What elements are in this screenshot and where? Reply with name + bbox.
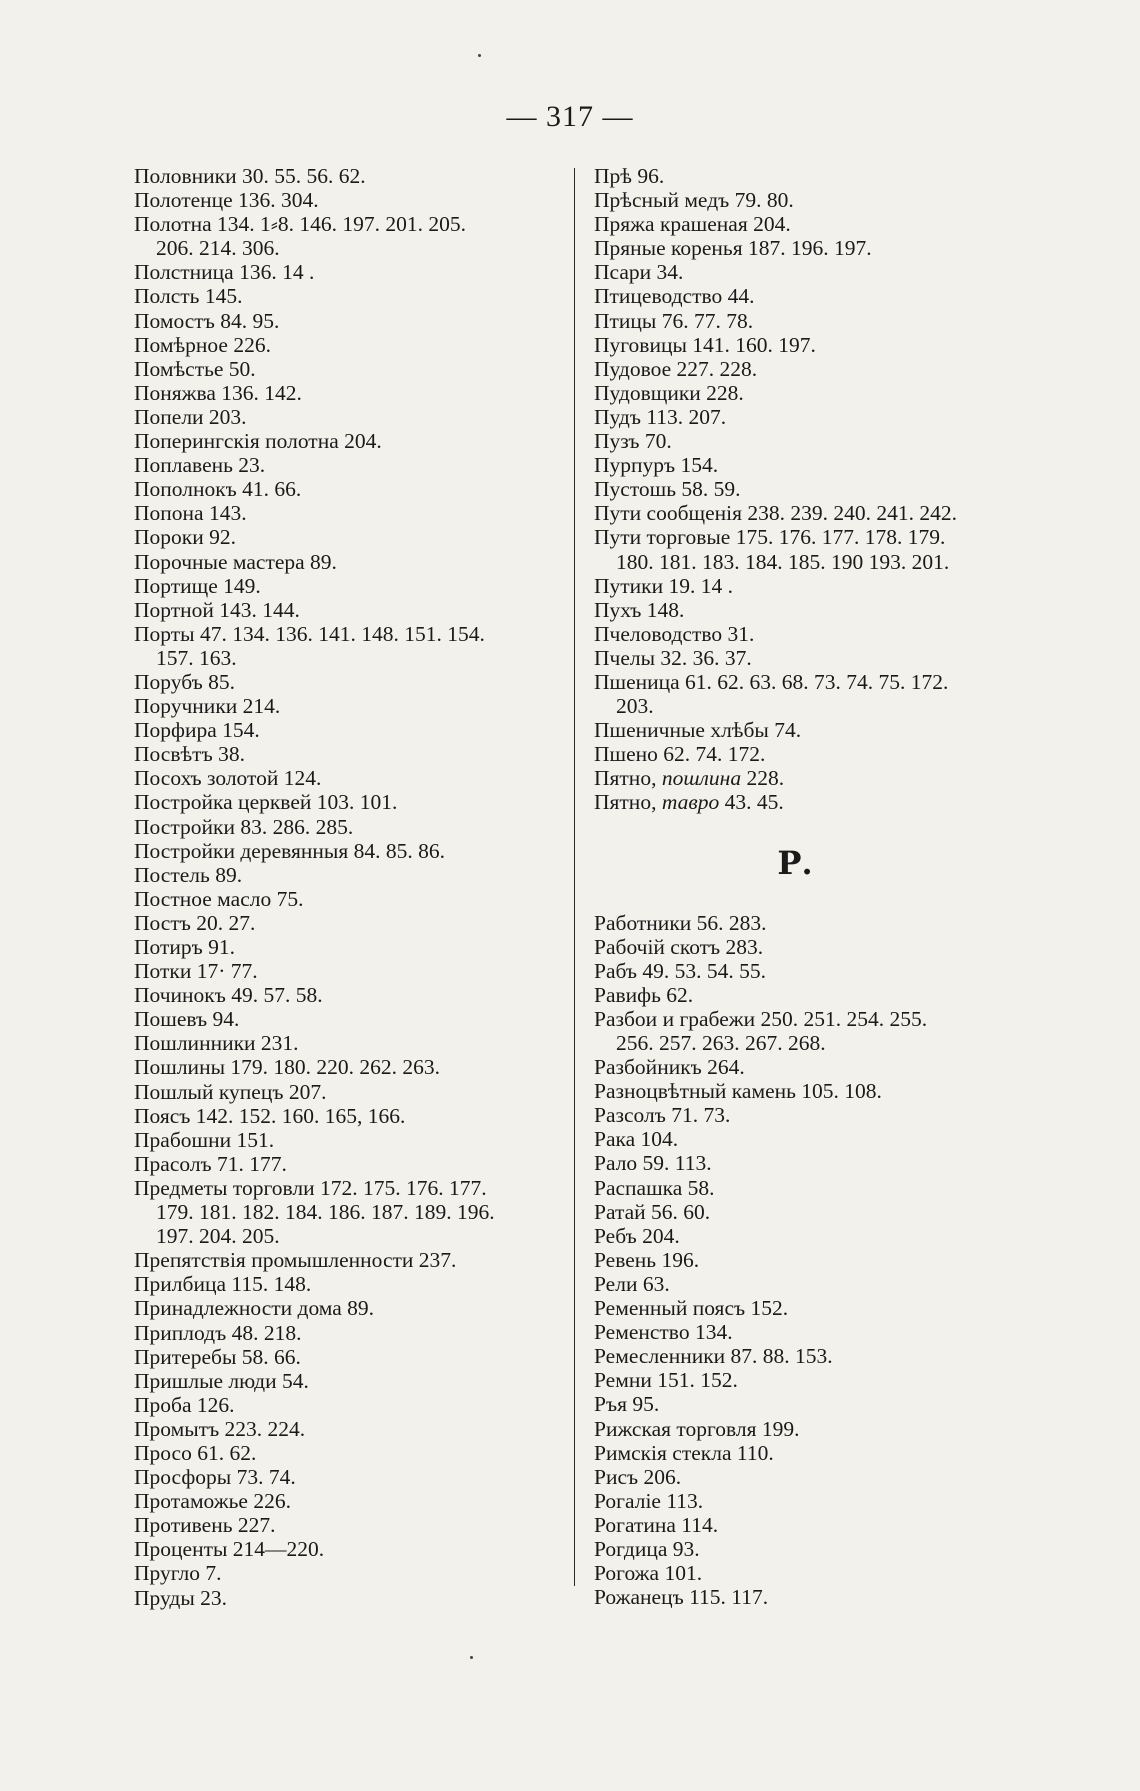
index-entry (594, 1248, 1034, 1272)
index-entry (594, 1320, 1034, 1344)
index-entry-text: Постройки 83. 286. 285. (134, 814, 354, 839)
index-entry-continuation (134, 1200, 562, 1224)
index-entry-text: Помѣстье 50. (134, 356, 256, 381)
index-entry (594, 622, 1034, 646)
index-entry (134, 670, 562, 694)
index-entry-text: Порфира 154. (134, 718, 260, 743)
index-entry (134, 550, 562, 574)
index-entry-continuation (594, 694, 1034, 718)
index-entry (134, 1321, 562, 1345)
index-entry-text: Рабочій скотъ 283. (594, 934, 764, 959)
index-entry-text: Пороки 92. (134, 525, 236, 550)
index-entry (594, 1417, 1034, 1441)
index-entry-continuation (134, 1224, 562, 1248)
index-entry-text: Пути сообщенія 238. 239. 240. 241. 242. (594, 501, 958, 526)
index-entry-text: Пути торговые 175. 176. 177. 178. 179. (594, 525, 946, 550)
index-entry (134, 911, 562, 935)
index-entry (594, 309, 1034, 333)
index-entry (594, 742, 1034, 766)
index-entry (134, 1417, 562, 1441)
index-entry-text: Постное масло 75. (134, 886, 304, 911)
index-entry (594, 718, 1034, 742)
index-entry-pages: 43. 45. (719, 790, 784, 815)
index-entry-text: Пчеловодство 31. (594, 621, 755, 646)
index-entry (134, 1176, 562, 1200)
index-entry (594, 598, 1034, 622)
index-entry (594, 646, 1034, 670)
index-entry (134, 309, 562, 333)
index-entry-text: Разбойникъ 264. (594, 1055, 745, 1080)
index-entry (134, 284, 562, 308)
index-entry (134, 1296, 562, 1320)
index-entry-text: Притеребы 58. 66. (134, 1344, 301, 1369)
index-entry (594, 333, 1034, 357)
index-entry-text: Предметы торговли 172. 175. 176. 177. (134, 1175, 487, 1200)
index-entry-text: Работники 56. 283. (594, 910, 767, 935)
index-entry-text: Птицы 76. 77. 78. (594, 308, 754, 333)
index-entry (134, 1369, 562, 1393)
index-entry-text: Пошлины 179. 180. 220. 262. 263. (134, 1055, 441, 1080)
index-entry-text: Ръя 95. (594, 1392, 660, 1417)
index-entry-continuation (594, 1031, 1034, 1055)
index-entry-text: Разноцвѣтный камень 105. 108. (594, 1079, 882, 1104)
index-entry-text: 197. 204. 205. (156, 1224, 280, 1249)
index-entry-text: Порты 47. 134. 136. 141. 148. 151. 154. (134, 621, 485, 646)
index-entry-text: Птицеводство 44. (594, 284, 755, 309)
index-entry (594, 1561, 1034, 1585)
index-entry (134, 1104, 562, 1128)
index-column-right (594, 164, 1034, 1609)
index-entry (594, 260, 1034, 284)
index-entry-text: Пшеничные хлѣбы 74. (594, 718, 802, 743)
index-entry-text: Ребъ 204. (594, 1223, 680, 1248)
index-entry (594, 1489, 1034, 1513)
index-entry (134, 405, 562, 429)
index-entry (594, 790, 1034, 814)
index-entry (134, 1393, 562, 1417)
index-entry-text: Пошлинники 231. (134, 1031, 299, 1056)
index-entry-text: Поручники 214. (134, 694, 281, 719)
index-entry (134, 1561, 562, 1585)
index-entry (594, 1127, 1034, 1151)
index-entry-text: Просо 61. 62. (134, 1440, 257, 1465)
index-entry (134, 622, 562, 646)
index-entry-text: Пудовое 227. 228. (594, 356, 758, 381)
index-entry-text: Порубъ 85. (134, 669, 235, 694)
index-entry-text: Пятно, (594, 766, 662, 791)
index-entry-text: Рабъ 49. 53. 54. 55. (594, 958, 767, 983)
index-entry-text: Портище 149. (134, 573, 261, 598)
index-entry-text: 203. (616, 694, 654, 719)
index-section-r (594, 911, 1034, 1610)
index-entry-text: Полстница 136. 14 . (134, 260, 315, 285)
index-entry (134, 1055, 562, 1079)
index-entry-text: Пряжа крашеная 204. (594, 212, 791, 237)
index-entry-text: Пришлые люди 54. (134, 1368, 309, 1393)
index-entry-text: Пошевъ 94. (134, 1007, 240, 1032)
index-entry-text: Попели 203. (134, 404, 247, 429)
index-section-p (594, 164, 1034, 815)
index-entry-text: Портной 143. 144. (134, 597, 300, 622)
index-entry-text: Ремни 151. 152. (594, 1368, 738, 1393)
index-entry (594, 525, 1034, 549)
index-entry (134, 381, 562, 405)
index-entry (134, 1586, 562, 1610)
index-entry (134, 839, 562, 863)
index-entry-text: Рогаліе 113. (594, 1488, 704, 1513)
print-speck (478, 54, 481, 57)
index-entry-text: Поплавень 23. (134, 453, 266, 478)
page-number: — 317 — (506, 100, 634, 133)
index-entry-gloss: пошлина (661, 766, 742, 791)
index-entry (134, 1441, 562, 1465)
index-entry (134, 1489, 562, 1513)
index-entry-text: Пудъ 113. 207. (594, 404, 727, 429)
index-entry (134, 188, 562, 212)
index-entry-text: Пряные коренья 187. 196. 197. (594, 236, 872, 261)
index-entry (134, 983, 562, 1007)
index-entry-text: Ревень 196. (594, 1247, 700, 1272)
index-entry (594, 357, 1034, 381)
index-entry-text: Поперингскія полотна 204. (134, 429, 382, 454)
index-entry-text: Поясъ 142. 152. 160. 165, 166. (134, 1103, 406, 1128)
index-entry (134, 501, 562, 525)
index-entry (594, 501, 1034, 525)
index-entry-text: Пшеница 61. 62. 63. 68. 73. 74. 75. 172. (594, 669, 949, 694)
index-entry-text: Ратай 56. 60. (594, 1199, 711, 1224)
index-entry-text: Противень 227. (134, 1513, 276, 1538)
index-entry-text: Приплодъ 48. 218. (134, 1320, 302, 1345)
index-entry (594, 1224, 1034, 1248)
index-entry (134, 1007, 562, 1031)
index-entry-text: Пруды 23. (134, 1585, 228, 1610)
index-entry-text: Пчелы 32. 36. 37. (594, 645, 752, 670)
index-entry (594, 1441, 1034, 1465)
index-entry-text: Рижская торговля 199. (594, 1416, 800, 1441)
index-entry-gloss: тавро (661, 790, 720, 815)
index-entry-text: Поняжва 136. 142. (134, 380, 302, 405)
index-entry (134, 1080, 562, 1104)
index-entry (134, 212, 562, 236)
index-entry-text: Потки 17· 77. (134, 959, 258, 984)
index-entry-text: 157. 163. (156, 645, 237, 670)
index-entry (134, 429, 562, 453)
index-entry-text: Порочные мастера 89. (134, 549, 337, 574)
index-entry-text: Постъ 20. 27. (134, 910, 256, 935)
index-entry-text: Рогатина 114. (594, 1512, 719, 1537)
index-entry-text: Рогожа 101. (594, 1561, 703, 1586)
index-entry (134, 1345, 562, 1369)
print-speck (470, 1656, 473, 1659)
index-entry (594, 1465, 1034, 1489)
index-entry-text: Путики 19. 14 . (594, 573, 734, 598)
index-entry-text: Рисъ 206. (594, 1464, 682, 1489)
index-entry-text: 256. 257. 263. 267. 268. (616, 1031, 826, 1055)
index-entry (134, 863, 562, 887)
index-entry-text: Помостъ 84. 95. (134, 308, 280, 333)
index-entry (594, 935, 1034, 959)
index-entry-text: Половники 30. 55. 56. 62. (134, 164, 366, 188)
index-entry (134, 935, 562, 959)
index-entry-continuation (134, 236, 562, 260)
index-entry-text: Попона 143. (134, 501, 247, 526)
index-entry-text: 179. 181. 182. 184. 186. 187. 189. 196. (156, 1200, 495, 1225)
index-entry-text: Полотенце 136. 304. (134, 188, 319, 213)
index-entry (594, 1055, 1034, 1079)
index-entry (134, 959, 562, 983)
section-letter-dot: . (801, 843, 813, 882)
index-entry (134, 766, 562, 790)
index-entry (594, 236, 1034, 260)
index-entry (594, 453, 1034, 477)
index-entry-text: Потиръ 91. (134, 935, 236, 959)
index-entry-text: Постройка церквей 103. 101. (134, 790, 398, 815)
index-entry (594, 1344, 1034, 1368)
index-entry (134, 574, 562, 598)
index-entry-text: Римскія стекла 110. (594, 1440, 774, 1465)
index-entry-text: Рака 104. (594, 1127, 679, 1152)
index-entry (594, 574, 1034, 598)
index-entry (594, 670, 1034, 694)
index-entry (134, 1248, 562, 1272)
index-entry-text: Промытъ 223. 224. (134, 1416, 306, 1441)
index-entry-text: Проценты 214—220. (134, 1537, 325, 1562)
index-entry-text: Починокъ 49. 57. 58. (134, 983, 323, 1008)
index-entry-text: Рало 59. 113. (594, 1151, 712, 1176)
index-entry-text: Равифь 62. (594, 982, 694, 1007)
index-entry-text: Пуговицы 141. 160. 197. (594, 332, 816, 357)
index-entry-text: Полотна 134. 1⸗8. 146. 197. 201. 205. (134, 212, 467, 237)
index-entry-text: Протаможье 226. (134, 1489, 291, 1514)
index-entry-text: Постель 89. (134, 862, 243, 887)
index-entry (594, 1176, 1034, 1200)
index-entry (134, 742, 562, 766)
index-entry-text: Посвѣтъ 38. (134, 742, 245, 767)
index-entry (134, 887, 562, 911)
index-entry (594, 1537, 1034, 1561)
index-entry (134, 1537, 562, 1561)
index-entry-text: Рели 63. (594, 1271, 670, 1296)
index-entry-text: Пустошь 58. 59. (594, 477, 741, 502)
index-entry (594, 284, 1034, 308)
index-entry-text: Препятствія промышленности 237. (134, 1248, 457, 1273)
index-entry (594, 1151, 1034, 1175)
index-entry-text: Прѣ 96. (594, 164, 665, 188)
index-entry (134, 333, 562, 357)
index-entry (134, 1513, 562, 1537)
index-entry (594, 1103, 1034, 1127)
index-entry-text: 180. 181. 183. 184. 185. 190 193. 201. (616, 549, 950, 574)
index-entry (594, 405, 1034, 429)
index-entry-text: Пузъ 70. (594, 429, 672, 454)
index-entry (134, 260, 562, 284)
index-entry (594, 1368, 1034, 1392)
index-entry-text: Прилбица 115. 148. (134, 1272, 312, 1297)
index-entry (594, 983, 1034, 1007)
index-entry-text: Просфоры 73. 74. (134, 1465, 296, 1490)
column-divider (574, 168, 575, 1586)
index-entry-text: Рожанецъ 115. 117. (594, 1585, 769, 1610)
index-entry (594, 766, 1034, 790)
index-entry (594, 959, 1034, 983)
index-entry (134, 357, 562, 381)
index-entry (594, 477, 1034, 501)
index-entry-text: Пятно, (594, 790, 662, 815)
index-entry (134, 1031, 562, 1055)
index-entry (134, 453, 562, 477)
section-letter: Р (777, 843, 802, 882)
index-entry (594, 911, 1034, 935)
index-entry-text: Постройки деревянныя 84. 85. 86. (134, 838, 445, 863)
index-entry-pages: 228. (741, 766, 785, 791)
index-entry (134, 525, 562, 549)
index-entry (134, 1152, 562, 1176)
index-entry (134, 1465, 562, 1489)
index-entry (594, 1296, 1034, 1320)
index-entry (594, 1272, 1034, 1296)
index-entry-text: Пурпуръ 154. (594, 453, 719, 478)
index-entry (134, 718, 562, 742)
index-entry-text: Пругло 7. (134, 1561, 222, 1586)
index-entry (594, 1585, 1034, 1609)
index-entry (134, 598, 562, 622)
index-entry-text: Принадлежности дома 89. (134, 1296, 375, 1321)
index-entry (594, 1392, 1034, 1416)
index-entry-text: Прѣсный медъ 79. 80. (594, 188, 794, 213)
index-entry-text: Пшено 62. 74. 172. (594, 742, 766, 767)
index-entry-text: Прабошни 151. (134, 1127, 275, 1152)
index-entry-text: Ремесленники 87. 88. 153. (594, 1344, 833, 1369)
index-entry-text: Ременство 134. (594, 1320, 733, 1345)
index-entry-text: Пухъ 148. (594, 597, 685, 622)
index-entry-text: Рогдица 93. (594, 1536, 700, 1561)
index-entry-text: Пополнокъ 41. 66. (134, 477, 302, 502)
index-entry-text: Пошлый купецъ 207. (134, 1079, 327, 1104)
index-entry-text: Посохъ золотой 124. (134, 766, 322, 791)
index-entry-text: 206. 214. 306. (156, 236, 280, 261)
index-entry (134, 815, 562, 839)
section-heading-r (594, 815, 996, 911)
index-entry-continuation (594, 550, 1034, 574)
index-entry (594, 164, 1034, 188)
index-entry-text: Распашка 58. (594, 1175, 715, 1200)
index-entry-text: Разсолъ 71. 73. (594, 1103, 731, 1128)
index-entry-text: Помѣрное 226. (134, 332, 271, 357)
index-column-left (134, 164, 562, 1610)
index-entry-text: Проба 126. (134, 1392, 235, 1417)
index-entry-text: Разбои и грабежи 250. 251. 254. 255. (594, 1006, 928, 1031)
index-entry (134, 477, 562, 501)
index-entry-text: Ременный поясъ 152. (594, 1296, 789, 1321)
index-entry (134, 694, 562, 718)
index-entry-continuation (134, 646, 562, 670)
index-entry (594, 381, 1034, 405)
index-entry (594, 212, 1034, 236)
index-entry (594, 1079, 1034, 1103)
index-entry (594, 1513, 1034, 1537)
index-entry (134, 790, 562, 814)
index-entry (134, 1128, 562, 1152)
index-entry-text: Полсть 145. (134, 284, 243, 309)
index-entry (594, 188, 1034, 212)
index-entry-text: Прасолъ 71. 177. (134, 1151, 287, 1176)
index-entry (134, 1272, 562, 1296)
index-entry-text: Пудовщики 228. (594, 380, 744, 405)
index-entry (134, 164, 562, 188)
index-entry-text: Псари 34. (594, 260, 684, 285)
index-entry (594, 1200, 1034, 1224)
index-entry (594, 429, 1034, 453)
index-entry (594, 1007, 1034, 1031)
